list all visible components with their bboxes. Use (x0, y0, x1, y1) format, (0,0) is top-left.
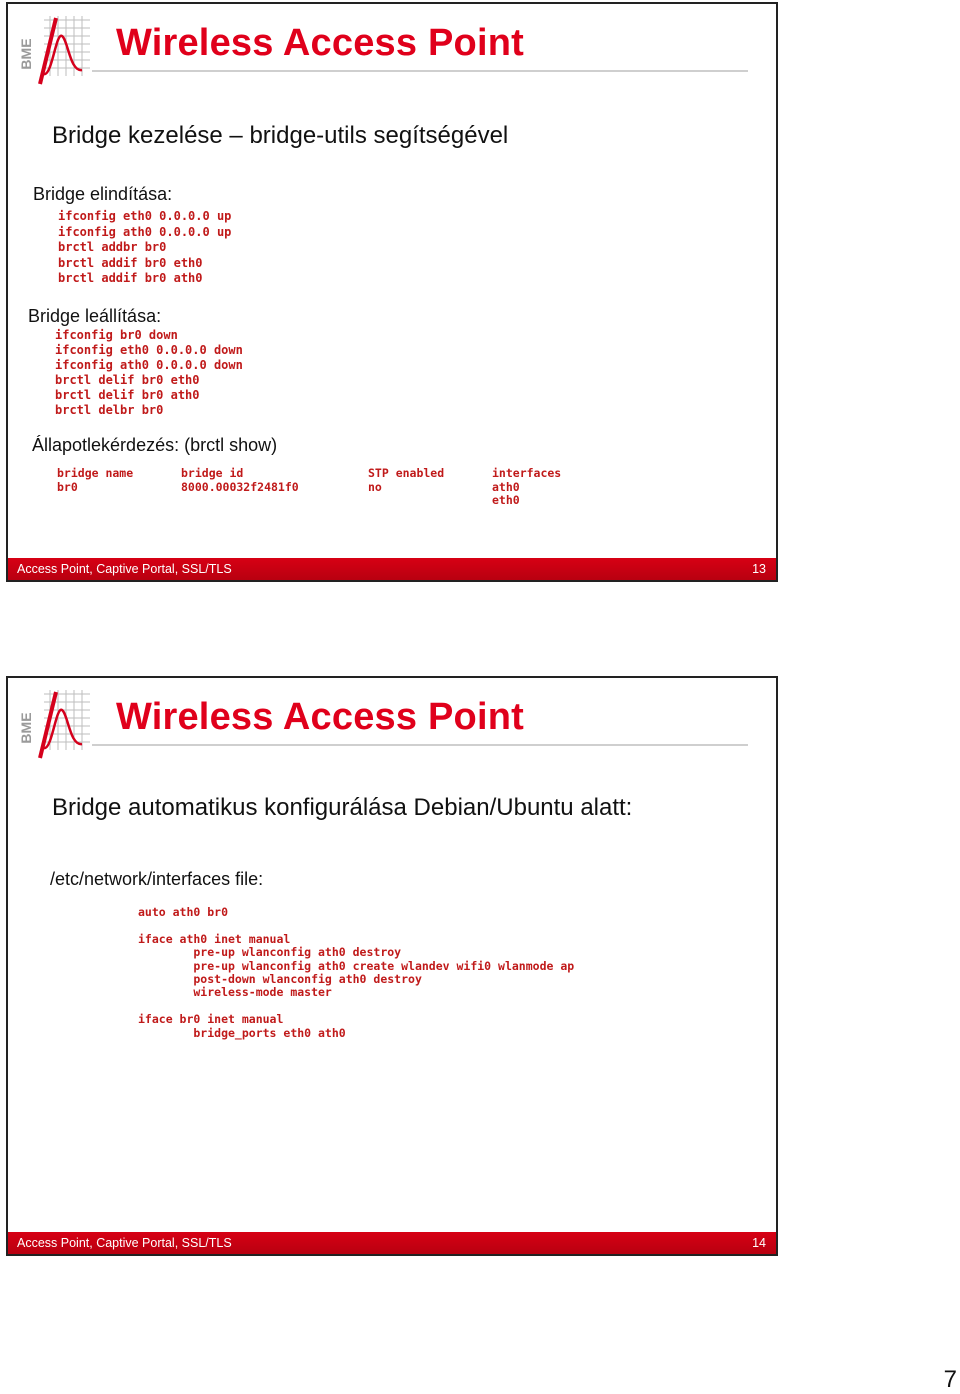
footer-text: Access Point, Captive Portal, SSL/TLS (17, 1236, 232, 1250)
code-line: brctl addbr br0 (58, 240, 167, 254)
page-number: 7 (943, 1366, 957, 1393)
footer-text: Access Point, Captive Portal, SSL/TLS (17, 562, 232, 576)
bme-logo-icon (18, 14, 94, 86)
slide-14 (6, 676, 778, 1256)
table-header: interfaces (492, 466, 562, 480)
code-line: ifconfig eth0 0.0.0.0 down (55, 343, 243, 357)
slide-footer (8, 1232, 776, 1254)
slide-title: Wireless Access Point (116, 696, 524, 738)
table-header: STP enabled (368, 466, 445, 480)
code-line: bridge_ports eth0 ath0 (138, 1025, 346, 1040)
code-line: ifconfig eth0 0.0.0.0 up (58, 209, 232, 223)
slide-title: Wireless Access Point (116, 22, 524, 64)
table-column (57, 467, 133, 494)
table-column (368, 467, 444, 494)
bme-logo-icon (18, 688, 94, 760)
title-divider (92, 70, 748, 72)
section-label-status: Állapotlekérdezés: (brctl show) (32, 435, 278, 455)
table-cell: eth0 (492, 493, 520, 507)
slide-number: 13 (752, 562, 766, 576)
code-block-stop (55, 328, 243, 418)
code-line: auto ath0 br0 (138, 905, 229, 919)
file-label: /etc/network/interfaces file: (50, 869, 264, 889)
code-line: iface ath0 inet manual (138, 931, 291, 946)
code-line: brctl delif br0 ath0 (55, 388, 200, 402)
table-cell: ath0 (492, 479, 520, 494)
code-line: post-down wlanconfig ath0 destroy (138, 972, 422, 987)
code-line: brctl delif br0 eth0 (55, 373, 200, 387)
slide-footer (8, 558, 776, 580)
section-label-stop: Bridge leállítása: (28, 306, 162, 326)
slide-heading: Bridge kezelése – bridge-utils segítségével (52, 122, 509, 149)
brctl-show-table (57, 467, 617, 509)
code-line: brctl addif br0 ath0 (58, 271, 203, 285)
interfaces-code-block (138, 906, 574, 1040)
section-label-start: Bridge elindítása: (33, 184, 173, 204)
code-line (138, 1000, 574, 1013)
title-divider (92, 744, 748, 746)
code-line: pre-up wlanconfig ath0 destroy (138, 945, 402, 960)
table-cell: 8000.00032f2481f0 (181, 479, 299, 494)
code-line: ifconfig ath0 0.0.0.0 down (55, 358, 243, 372)
code-line: iface br0 inet manual (138, 1012, 284, 1027)
slide-13 (6, 2, 778, 582)
logo-text: BME (18, 38, 34, 70)
table-cell: br0 (57, 479, 78, 494)
table-header: bridge name (57, 466, 134, 480)
table-column (181, 467, 299, 494)
slide-heading: Bridge automatikus konfigurálása Debian/Ubuntu alatt: (52, 794, 633, 821)
table-cell: no (368, 479, 382, 494)
code-block-start (58, 209, 231, 287)
slide-number: 14 (752, 1236, 766, 1250)
code-line: ifconfig ath0 0.0.0.0 up (58, 224, 232, 239)
code-line: ifconfig br0 down (55, 328, 178, 342)
code-line (138, 919, 574, 932)
table-header: bridge id (181, 466, 244, 480)
code-line: brctl delbr br0 (55, 403, 164, 417)
code-line: brctl addif br0 eth0 (58, 255, 203, 270)
table-column (492, 467, 561, 508)
code-line: wireless-mode master (138, 985, 332, 1000)
logo-text: BME (18, 712, 34, 744)
code-line: pre-up wlanconfig ath0 create wlandev wifi0 wlanmode ap (138, 958, 575, 973)
